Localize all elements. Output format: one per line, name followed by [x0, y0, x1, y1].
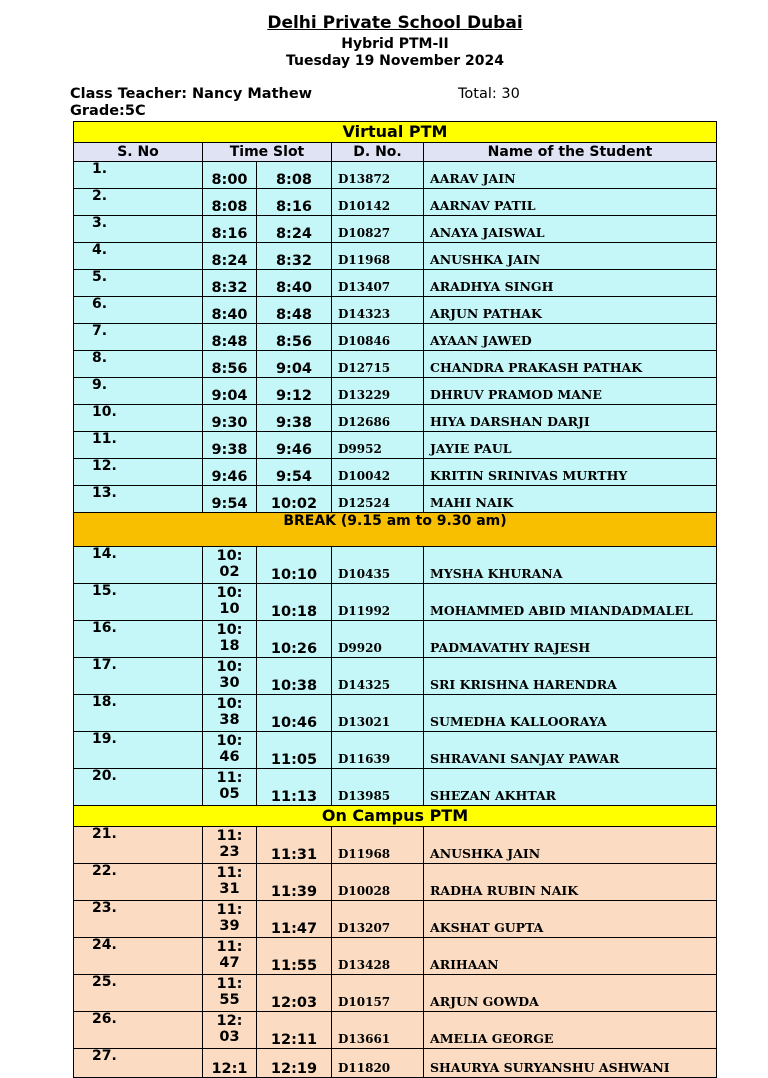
table-row	[74, 621, 717, 658]
d-number: D10142	[332, 189, 424, 216]
d-number: D13428	[332, 938, 424, 975]
slot-start-text: 10:46	[216, 733, 243, 765]
ptm-schedule-table	[73, 121, 717, 1078]
student-name: AARAV JAIN	[424, 162, 717, 189]
slot-start-time: 8:00	[203, 162, 257, 189]
slot-start-time: 9:54	[203, 486, 257, 513]
table-row	[74, 324, 717, 351]
slot-start-text: 10:10	[216, 585, 243, 617]
serial-number: 13.	[74, 486, 203, 513]
serial-number: 20.	[74, 769, 203, 806]
serial-number: 19.	[74, 732, 203, 769]
serial-number: 6.	[74, 297, 203, 324]
table-row	[74, 975, 717, 1012]
student-name: DHRUV PRAMOD MANE	[424, 378, 717, 405]
d-number: D12686	[332, 405, 424, 432]
slot-start-time	[203, 827, 257, 864]
col-sno: S. No	[74, 143, 203, 162]
table-row	[74, 270, 717, 297]
slot-end-time: 10:38	[257, 658, 332, 695]
student-name: KRITIN SRINIVAS MURTHY	[424, 459, 717, 486]
table-row	[74, 769, 717, 806]
d-number: D13229	[332, 378, 424, 405]
student-name: AARNAV PATIL	[424, 189, 717, 216]
d-number: D11820	[332, 1049, 424, 1078]
serial-number: 5.	[74, 270, 203, 297]
slot-end-time: 8:56	[257, 324, 332, 351]
slot-end-time: 11:55	[257, 938, 332, 975]
slot-start-time	[203, 658, 257, 695]
table-row	[74, 695, 717, 732]
slot-end-time: 9:12	[257, 378, 332, 405]
slot-start-time	[203, 547, 257, 584]
d-number: D10846	[332, 324, 424, 351]
table-row	[74, 297, 717, 324]
slot-end-time: 10:18	[257, 584, 332, 621]
table-row	[74, 864, 717, 901]
d-number: D9920	[332, 621, 424, 658]
virtual-ptm-header-row	[74, 122, 717, 143]
serial-number: 8.	[74, 351, 203, 378]
slot-end-time: 12:11	[257, 1012, 332, 1049]
slot-start-time: 8:48	[203, 324, 257, 351]
d-number: D9952	[332, 432, 424, 459]
student-name: MOHAMMED ABID MIANDADMALEL	[424, 584, 717, 621]
d-number: D13872	[332, 162, 424, 189]
student-name: ARIHAAN	[424, 938, 717, 975]
slot-start-time	[203, 769, 257, 806]
student-name: RADHA RUBIN NAIK	[424, 864, 717, 901]
d-number: D11992	[332, 584, 424, 621]
slot-start-text: 10:38	[216, 696, 243, 728]
student-name: ARADHYA SINGH	[424, 270, 717, 297]
column-header-row	[74, 143, 717, 162]
slot-end-time: 12:03	[257, 975, 332, 1012]
break-label: BREAK (9.15 am to 9.30 am)	[74, 513, 717, 547]
slot-start-text: 11:31	[216, 865, 243, 897]
student-name: SUMEDHA KALLOORAYA	[424, 695, 717, 732]
slot-start-text: 11:23	[216, 828, 243, 860]
student-name: SHRAVANI SANJAY PAWAR	[424, 732, 717, 769]
student-name: AKSHAT GUPTA	[424, 901, 717, 938]
table-row	[74, 901, 717, 938]
slot-end-time: 8:48	[257, 297, 332, 324]
d-number: D12715	[332, 351, 424, 378]
event-date: Tuesday 19 November 2024	[285, 53, 504, 69]
serial-number: 3.	[74, 216, 203, 243]
table-row	[74, 162, 717, 189]
slot-start-time	[203, 938, 257, 975]
student-name: PADMAVATHY RAJESH	[424, 621, 717, 658]
slot-end-time: 10:46	[257, 695, 332, 732]
serial-number: 2.	[74, 189, 203, 216]
slot-start-time: 8:56	[203, 351, 257, 378]
student-name: AMELIA GEORGE	[424, 1012, 717, 1049]
virtual-ptm-title: Virtual PTM	[74, 122, 717, 143]
serial-number: 1.	[74, 162, 203, 189]
slot-end-time: 11:31	[257, 827, 332, 864]
serial-number: 26.	[74, 1012, 203, 1049]
slot-end-time: 11:13	[257, 769, 332, 806]
student-name: SHAURYA SURYANSHU ASHWANI	[424, 1049, 717, 1078]
serial-number: 17.	[74, 658, 203, 695]
slot-end-time: 11:47	[257, 901, 332, 938]
d-number: D12524	[332, 486, 424, 513]
slot-end-time: 9:54	[257, 459, 332, 486]
slot-start-time	[203, 1012, 257, 1049]
slot-start-text: 11:47	[216, 939, 243, 971]
serial-number: 16.	[74, 621, 203, 658]
slot-start-time	[203, 864, 257, 901]
slot-start-time	[203, 621, 257, 658]
slot-start-time: 8:08	[203, 189, 257, 216]
d-number: D13207	[332, 901, 424, 938]
table-row	[74, 1049, 717, 1078]
serial-number: 4.	[74, 243, 203, 270]
slot-end-time: 10:10	[257, 547, 332, 584]
d-number: D11968	[332, 827, 424, 864]
serial-number: 18.	[74, 695, 203, 732]
serial-number: 9.	[74, 378, 203, 405]
slot-end-time: 10:26	[257, 621, 332, 658]
d-number: D14325	[332, 658, 424, 695]
student-name: MYSHA KHURANA	[424, 547, 717, 584]
d-number: D14323	[332, 297, 424, 324]
slot-start-time	[203, 975, 257, 1012]
total-count: Total: 30	[458, 86, 520, 102]
slot-end-time: 9:46	[257, 432, 332, 459]
student-name: ANUSHKA JAIN	[424, 243, 717, 270]
serial-number: 10.	[74, 405, 203, 432]
serial-number: 7.	[74, 324, 203, 351]
slot-start-time: 9:38	[203, 432, 257, 459]
d-number: D13021	[332, 695, 424, 732]
table-row	[74, 216, 717, 243]
slot-end-time: 10:02	[257, 486, 332, 513]
col-dno: D. No.	[332, 143, 424, 162]
slot-start-text: 11:05	[216, 770, 243, 802]
slot-start-time	[203, 901, 257, 938]
slot-end-time: 11:39	[257, 864, 332, 901]
student-name: ANAYA JAISWAL	[424, 216, 717, 243]
d-number: D11968	[332, 243, 424, 270]
slot-start-time: 8:32	[203, 270, 257, 297]
class-teacher: Class Teacher: Nancy Mathew	[70, 86, 313, 102]
student-name: SRI KRISHNA HARENDRA	[424, 658, 717, 695]
col-student-name: Name of the Student	[424, 143, 717, 162]
slot-start-text: 12:03	[216, 1013, 243, 1045]
table-row	[74, 1012, 717, 1049]
student-name: MAHI NAIK	[424, 486, 717, 513]
slot-start-time: 9:04	[203, 378, 257, 405]
d-number: D10435	[332, 547, 424, 584]
d-number: D10157	[332, 975, 424, 1012]
on-campus-ptm-header-row	[74, 806, 717, 827]
slot-start-time	[203, 584, 257, 621]
d-number: D13407	[332, 270, 424, 297]
student-name: AYAAN JAWED	[424, 324, 717, 351]
serial-number: 12.	[74, 459, 203, 486]
break-row	[74, 513, 717, 547]
slot-end-time: 12:19	[257, 1049, 332, 1078]
d-number: D11639	[332, 732, 424, 769]
school-name: Delhi Private School Dubai	[267, 13, 523, 33]
slot-start-text: 11:39	[216, 902, 243, 934]
slot-start-time: 9:46	[203, 459, 257, 486]
grade-label: Grade:5C	[70, 103, 146, 119]
table-row	[74, 547, 717, 584]
serial-number: 24.	[74, 938, 203, 975]
slot-start-time: 9:30	[203, 405, 257, 432]
slot-end-time: 8:32	[257, 243, 332, 270]
table-row	[74, 584, 717, 621]
d-number: D10028	[332, 864, 424, 901]
event-title: Hybrid PTM-II	[341, 36, 449, 52]
table-row	[74, 486, 717, 513]
d-number: D10827	[332, 216, 424, 243]
col-time-slot: Time Slot	[203, 143, 332, 162]
slot-end-time: 9:38	[257, 405, 332, 432]
table-row	[74, 351, 717, 378]
on-campus-ptm-title: On Campus PTM	[74, 806, 717, 827]
serial-number: 11.	[74, 432, 203, 459]
slot-start-time	[203, 695, 257, 732]
student-name: ARJUN GOWDA	[424, 975, 717, 1012]
d-number: D13985	[332, 769, 424, 806]
slot-start-text: 10:18	[216, 622, 243, 654]
d-number: D13661	[332, 1012, 424, 1049]
table-row	[74, 827, 717, 864]
table-row	[74, 938, 717, 975]
student-name: ARJUN PATHAK	[424, 297, 717, 324]
slot-start-text: 10:30	[216, 659, 243, 691]
table-row	[74, 658, 717, 695]
serial-number: 14.	[74, 547, 203, 584]
slot-start-time: 8:24	[203, 243, 257, 270]
slot-start-text: 11:55	[216, 976, 243, 1008]
table-row	[74, 405, 717, 432]
slot-end-time: 11:05	[257, 732, 332, 769]
serial-number: 15.	[74, 584, 203, 621]
slot-start-time: 12:1	[203, 1049, 257, 1078]
slot-end-time: 8:16	[257, 189, 332, 216]
table-row	[74, 378, 717, 405]
slot-start-time: 8:16	[203, 216, 257, 243]
slot-end-time: 8:40	[257, 270, 332, 297]
table-row	[74, 432, 717, 459]
serial-number: 23.	[74, 901, 203, 938]
student-name: CHANDRA PRAKASH PATHAK	[424, 351, 717, 378]
serial-number: 27.	[74, 1049, 203, 1078]
table-row	[74, 732, 717, 769]
serial-number: 25.	[74, 975, 203, 1012]
student-name: JAYIE PAUL	[424, 432, 717, 459]
slot-end-time: 9:04	[257, 351, 332, 378]
table-row	[74, 189, 717, 216]
slot-end-time: 8:24	[257, 216, 332, 243]
student-name: SHEZAN AKHTAR	[424, 769, 717, 806]
slot-end-time: 8:08	[257, 162, 332, 189]
serial-number: 22.	[74, 864, 203, 901]
slot-start-text: 10:02	[216, 548, 243, 580]
serial-number: 21.	[74, 827, 203, 864]
d-number: D10042	[332, 459, 424, 486]
table-row	[74, 243, 717, 270]
slot-start-time: 8:40	[203, 297, 257, 324]
student-name: ANUSHKA JAIN	[424, 827, 717, 864]
student-name: HIYA DARSHAN DARJI	[424, 405, 717, 432]
table-row	[74, 459, 717, 486]
slot-start-time	[203, 732, 257, 769]
